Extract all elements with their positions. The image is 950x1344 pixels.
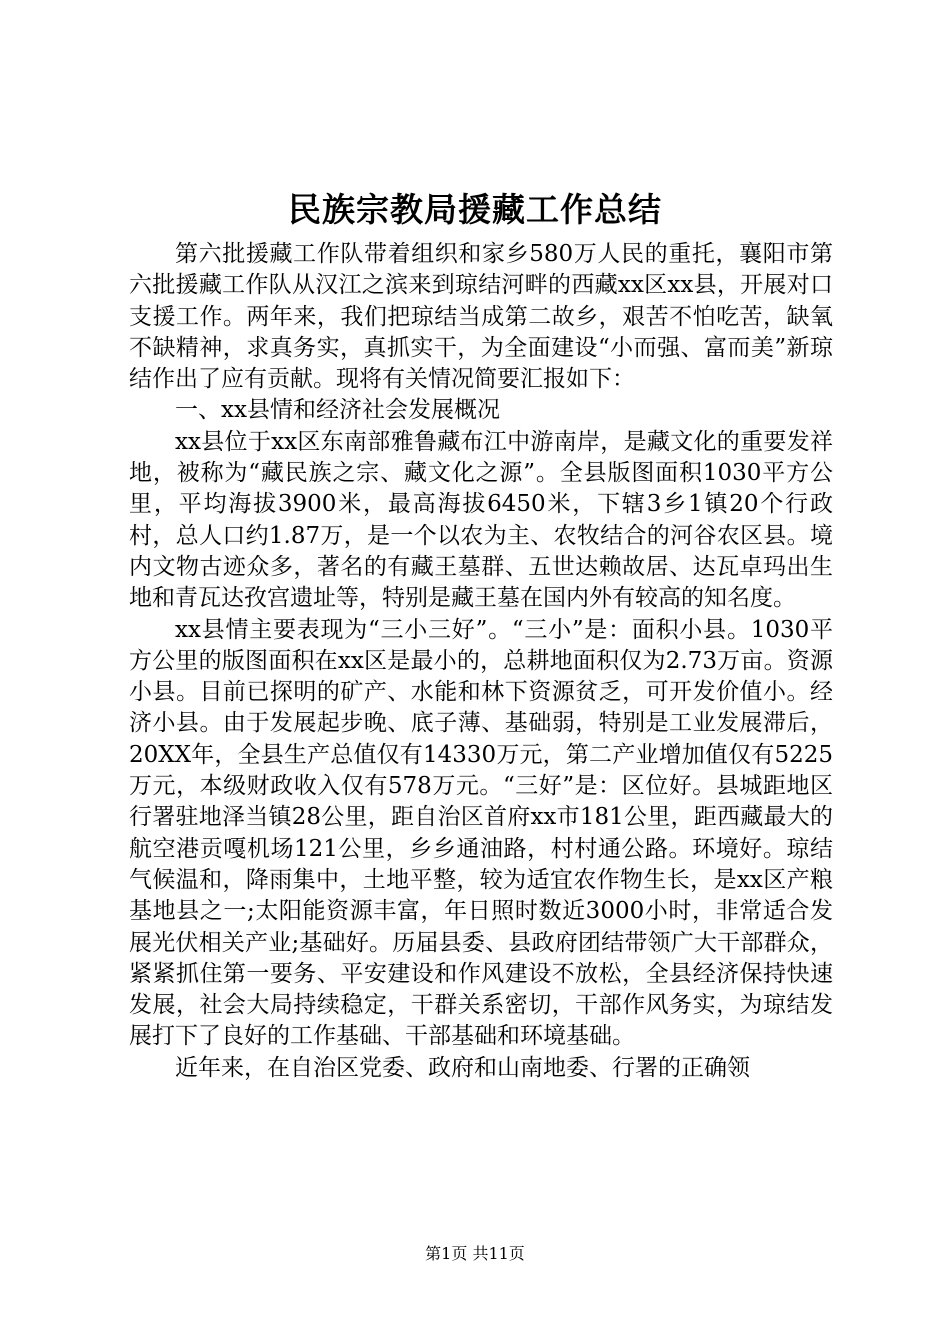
- paragraph-three-small-three-good: xx县情主要表现为“三小三好”。“三小”是：面积小县。1030平方公里的版图面积在xx区是最小的，总耕地面积仅为2.73万亩。资源小县。目前已探明的矿产、水能和林下资源贫乏，可开发价值小。经济小县。由于发展起步晚、底子薄、基础弱，特别是工业发展滞后，20XX年，全县生产总值仅有14330万元，第二产业增加值仅有5225万元，本级财政收入仅有578万元。“三好”是：区位好。县城距地区行署驻地泽当镇28公里，距自治区首府xx市181公里，距西藏最大的航空港贡嘎机场121公里，乡乡通油路，村村通公路。环境好。琼结气候温和，降雨集中，土地平整，较为适宜农作物生长，是xx区产粮基地县之一;太阳能资源丰富，年日照时数近3000小时，非常适合发展光伏相关产业;基础好。历届县委、县政府团结带领广大干部群众，紧紧抓住第一要务、平安建设和作风建设不放松，全县经济保持快速发展，社会大局持续稳定，干群关系密切，干部作风务实，为琼结发展打下了良好的工作基础、干部基础和环境基础。: [129, 616, 833, 1050]
- paragraph-county-overview: xx县位于xx区东南部雅鲁藏布江中游南岸，是藏文化的重要发祥地，被称为“藏民族之宗、藏文化之源”。全县版图面积1030平方公里，平均海拔3900米，最高海拔6450米，下辖3乡1镇20个行政村，总人口约1.87万，是一个以农为主、农牧结合的河谷农区县。境内文物古迹众多，著名的有藏王墓群、五世达赖故居、达瓦卓玛出生地和青瓦达孜宫遗址等，特别是藏王墓在国内外有较高的知名度。: [129, 428, 833, 612]
- page-footer: 第1页 共11页: [425, 1244, 525, 1263]
- document-body: [129, 239, 833, 1084]
- paragraph-recent-years: 近年来，在自治区党委、政府和山南地委、行署的正确领: [175, 1054, 750, 1081]
- section-heading-1: 一、xx县情和经济社会发展概况: [175, 397, 500, 424]
- paragraph-intro: 第六批援藏工作队带着组织和家乡580万人民的重托，襄阳市第六批援藏工作队从汉江之滨来到琼结河畔的西藏xx区xx县，开展对口支援工作。两年来，我们把琼结当成第二故乡，艰苦不怕吃苦，缺氧不缺精神，求真务实，真抓实干，为全面建设“小而强、富而美”新琼结作出了应有贡献。现将有关情况简要汇报如下：: [129, 241, 833, 393]
- document-title: 民族宗教局援藏工作总结: [288, 190, 662, 229]
